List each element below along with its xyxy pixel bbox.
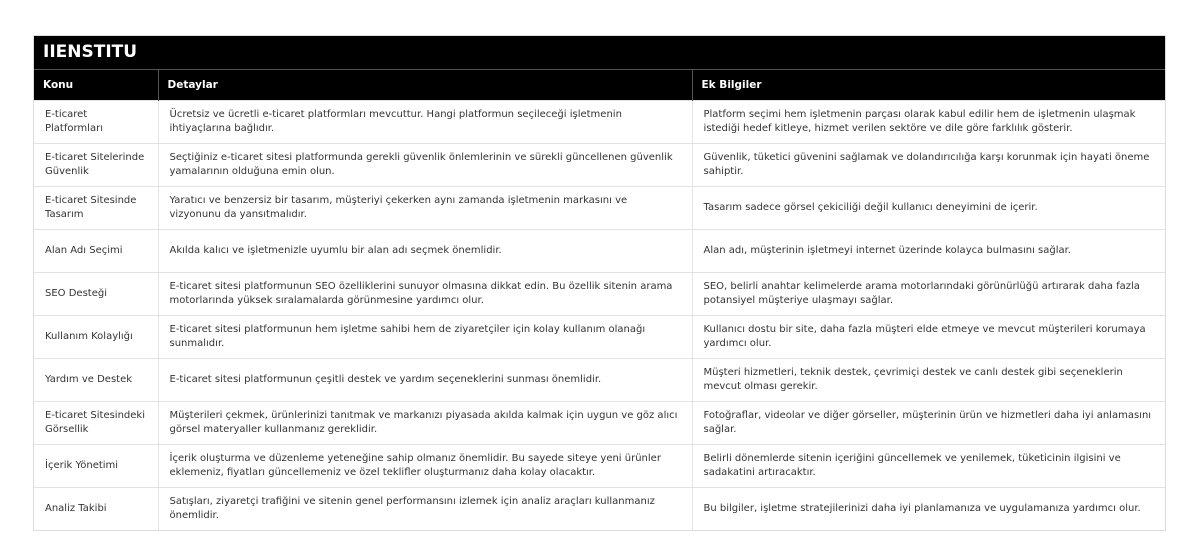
table-row <box>34 445 1165 488</box>
cell-ek-bilgiler: Müşteri hizmetleri, teknik destek, çevrimiçi destek ve canlı destek gibi seçeneklerin mevcut olması gerekir. <box>692 359 1165 402</box>
cell-detaylar: Akılda kalıcı ve işletmenizle uyumlu bir alan adı seçmek önemlidir. <box>158 230 692 273</box>
table-row <box>34 359 1165 402</box>
cell-detaylar: E-ticaret sitesi platformunun hem işletme sahibi hem de ziyaretçiler için kolay kullanım olanağı sunmalıdır. <box>158 316 692 359</box>
cell-detaylar: İçerik oluşturma ve düzenleme yeteneğine sahip olmanız önemlidir. Bu sayede siteye yeni ürünler eklemeniz, fiyatları güncellemeniz ve özel teklifler oluşturmanız daha kolay olacaktır. <box>158 445 692 488</box>
cell-konu: Analiz Takibi <box>34 488 158 531</box>
cell-konu: E-ticaret Sitesinde Tasarım <box>34 187 158 230</box>
table-row <box>34 144 1165 187</box>
cell-ek-bilgiler: Bu bilgiler, işletme stratejilerinizi daha iyi planlamanıza ve uygulamanıza yardımcı olur. <box>692 488 1165 531</box>
table-row <box>34 230 1165 273</box>
header-row <box>34 70 1165 101</box>
table-row <box>34 273 1165 316</box>
cell-ek-bilgiler: Platform seçimi hem işletmenin parçası olarak kabul edilir hem de işletmenin ulaşmak istediği hedef kitleye, hizmet verilen sektöre ve dile göre farklılık gösterir. <box>692 101 1165 144</box>
cell-detaylar: Satışları, ziyaretçi trafiğini ve sitenin genel performansını izlemek için analiz araçları kullanmanız önemlidir. <box>158 488 692 531</box>
cell-ek-bilgiler: Güvenlik, tüketici güvenini sağlamak ve dolandırıcılığa karşı korunmak için hayati öneme sahiptir. <box>692 144 1165 187</box>
header-detaylar: Detaylar <box>158 70 692 101</box>
cell-detaylar: Ücretsiz ve ücretli e-ticaret platformları mevcuttur. Hangi platformun seçileceği işletmenin ihtiyaçlarına bağlıdır. <box>158 101 692 144</box>
cell-konu: SEO Desteği <box>34 273 158 316</box>
cell-konu: Kullanım Kolaylığı <box>34 316 158 359</box>
header-konu: Konu <box>34 70 158 101</box>
table-title: IIENSTITU <box>34 36 1165 70</box>
table-row <box>34 316 1165 359</box>
cell-konu: İçerik Yönetimi <box>34 445 158 488</box>
cell-detaylar: E-ticaret sitesi platformunun çeşitli destek ve yardım seçeneklerini sunması önemlidir. <box>158 359 692 402</box>
cell-detaylar: Yaratıcı ve benzersiz bir tasarım, müşteriyi çekerken aynı zamanda işletmenin markasını ve vizyonunu da yansıtmalıdır. <box>158 187 692 230</box>
cell-konu: Yardım ve Destek <box>34 359 158 402</box>
cell-ek-bilgiler: SEO, belirli anahtar kelimelerde arama motorlarındaki görünürlüğü artırarak daha fazla potansiyel müşteriye ulaşmayı sağlar. <box>692 273 1165 316</box>
cell-konu: E-ticaret Sitelerinde Güvenlik <box>34 144 158 187</box>
header-ek-bilgiler: Ek Bilgiler <box>692 70 1165 101</box>
table-row <box>34 101 1165 144</box>
table-row <box>34 402 1165 445</box>
info-table-container <box>33 35 1166 531</box>
cell-ek-bilgiler: Alan adı, müşterinin işletmeyi internet üzerinde kolayca bulmasını sağlar. <box>692 230 1165 273</box>
table-row <box>34 187 1165 230</box>
table-row <box>34 488 1165 531</box>
cell-ek-bilgiler: Belirli dönemlerde sitenin içeriğini güncellemek ve yenilemek, tüketicinin ilgisini ve sadakatini artıracaktır. <box>692 445 1165 488</box>
cell-ek-bilgiler: Tasarım sadece görsel çekiciliği değil kullanıcı deneyimini de içerir. <box>692 187 1165 230</box>
cell-konu: E-ticaret Platformları <box>34 101 158 144</box>
cell-ek-bilgiler: Kullanıcı dostu bir site, daha fazla müşteri elde etmeye ve mevcut müşterileri korumaya yardımcı olur. <box>692 316 1165 359</box>
info-table <box>34 70 1165 530</box>
cell-detaylar: Müşterileri çekmek, ürünlerinizi tanıtmak ve markanızı piyasada akılda kalmak için uygun ve göz alıcı görsel materyaller kullanmanız gereklidir. <box>158 402 692 445</box>
cell-detaylar: E-ticaret sitesi platformunun SEO özelliklerini sunuyor olmasına dikkat edin. Bu özellik sitenin arama motorlarında yüksek sıralamalarda görünmesine yardımcı olur. <box>158 273 692 316</box>
cell-ek-bilgiler: Fotoğraflar, videolar ve diğer görseller, müşterinin ürün ve hizmetleri daha iyi anlamasını sağlar. <box>692 402 1165 445</box>
cell-konu: Alan Adı Seçimi <box>34 230 158 273</box>
cell-detaylar: Seçtiğiniz e-ticaret sitesi platformunda gerekli güvenlik önlemlerinin ve sürekli güncellenen güvenlik yamalarının olduğuna emin olun. <box>158 144 692 187</box>
cell-konu: E-ticaret Sitesindeki Görsellik <box>34 402 158 445</box>
